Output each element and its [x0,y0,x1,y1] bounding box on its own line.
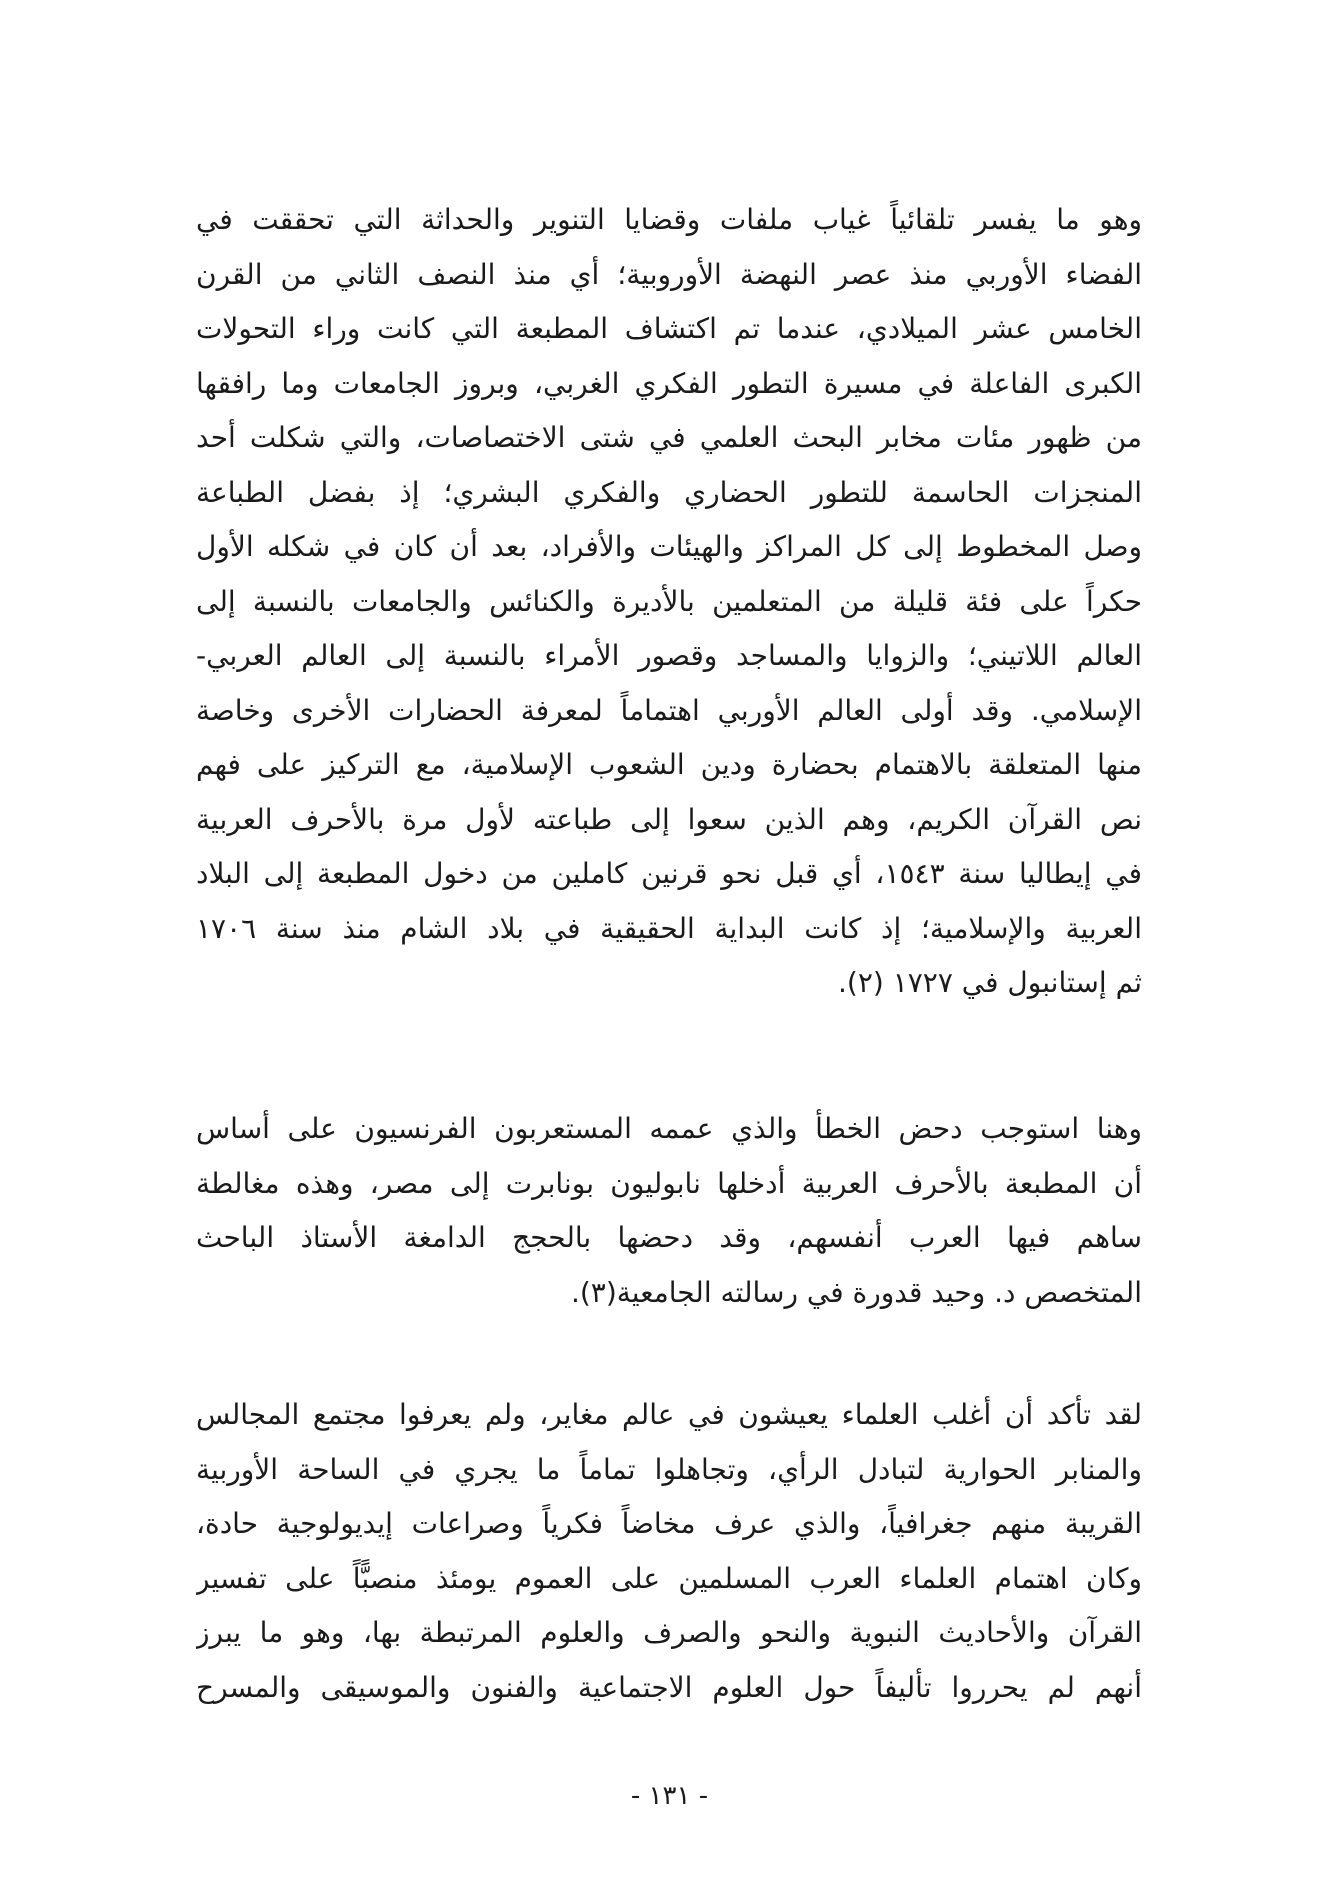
text-line: ثم إستانبول في ١٧٢٧ (٢). [838,966,1142,999]
text-line: المنجزات الحاسمة للتطور الحضاري والفكري البشري؛ إذ بفضل الطباعة [196,475,1142,509]
text-line: المتخصص د. وحيد قدورة في رسالته الجامعية(٣). [570,1275,1142,1309]
text-line: العالم اللاتيني؛ والزوايا والمساجد وقصور الأمراء بالنسبة إلى العالم العربي- [196,639,1142,672]
text-line: أن المطبعة بالأحرف العربية أدخلها نابوليون بونابرت إلى مصر، وهذه مغالطة [196,1166,1142,1200]
text-line: العربية والإسلامية؛ إذ كانت البداية الحقيقية في بلاد الشام منذ سنة ١٧٠٦ [196,911,1142,945]
text-line: الإسلامي. وقد أولى العالم الأوربي اهتماماً لمعرفة الحضارات الأخرى وخاصة [196,693,1142,727]
text-line: القريبة منهم جغرافياً، والذي عرف مخاضاً فكرياً وصراعات إيديولوجية حادة، [196,1507,1142,1540]
text-line: حكراً على فئة قليلة من المتعلمين بالأديرة والكنائس والجامعات بالنسبة إلى [196,584,1142,618]
text-line: ساهم فيها العرب أنفسهم، وقد دحضها بالحجج الدامغة الأستاذ الباحث [196,1221,1142,1254]
text-line: أنهم لم يحرروا تأليفاً حول العلوم الاجتماعية والفنون والموسيقى والمسرح [196,1670,1142,1704]
text-line: منها المتعلقة بالاهتمام بحضارة ودين الشعوب الإسلامية، مع التركيز على فهم [196,748,1142,781]
text-line: لقد تأكد أن أغلب العلماء يعيشون في عالم مغاير، ولم يعرفوا مجتمع المجالس [196,1398,1142,1431]
text-line: وصل المخطوط إلى كل المراكز والهيئات والأفراد، بعد أن كان في شكله الأول [196,530,1142,563]
paragraph-2 [196,1102,1142,1320]
paragraph-3 [196,1388,1142,1715]
text-line: الكبرى الفاعلة في مسيرة التطور الفكري الغربي، وبروز الجامعات وما رافقها [196,366,1142,400]
text-line: وكان اهتمام العلماء العرب المسلمين على العموم يومئذ منصبًّاً على تفسير [196,1561,1142,1595]
text-line: الفضاء الأوربي منذ عصر النهضة الأوروبية؛ أي منذ النصف الثاني من القرن [196,257,1142,291]
text-line: القرآن والأحاديث النبوية والنحو والصرف والعلوم المرتبطة بها، وهو ما يبرز [196,1616,1142,1649]
text-line: في إيطاليا سنة ١٥٤٣، أي قبل نحو قرنين كاملين من دخول المطبعة إلى البلاد [196,857,1142,890]
text-line: وهو ما يفسر تلقائياً غياب ملفات وقضايا التنوير والحداثة التي تحققت في [196,203,1142,236]
paragraph-1 [196,193,1142,1011]
page-number: - ١٣١ - [630,1781,709,1811]
text-line: وهنا استوجب دحض الخطأ والذي عممه المستعربون الفرنسيون على أساس [196,1112,1142,1145]
text-line: نص القرآن الكريم، وهم الذين سعوا إلى طباعته لأول مرة بالأحرف العربية [196,802,1142,836]
text-line: من ظهور مئات مخابر البحث العلمي في شتى الاختصاصات، والتي شكلت أحد [196,421,1142,454]
text-line: الخامس عشر الميلادي، عندما تم اكتشاف المطبعة التي كانت وراء التحولات [196,312,1142,345]
text-line: والمنابر الحوارية لتبادل الرأي، وتجاهلوا تماماً ما يجري في الساحة الأوربية [196,1452,1142,1486]
